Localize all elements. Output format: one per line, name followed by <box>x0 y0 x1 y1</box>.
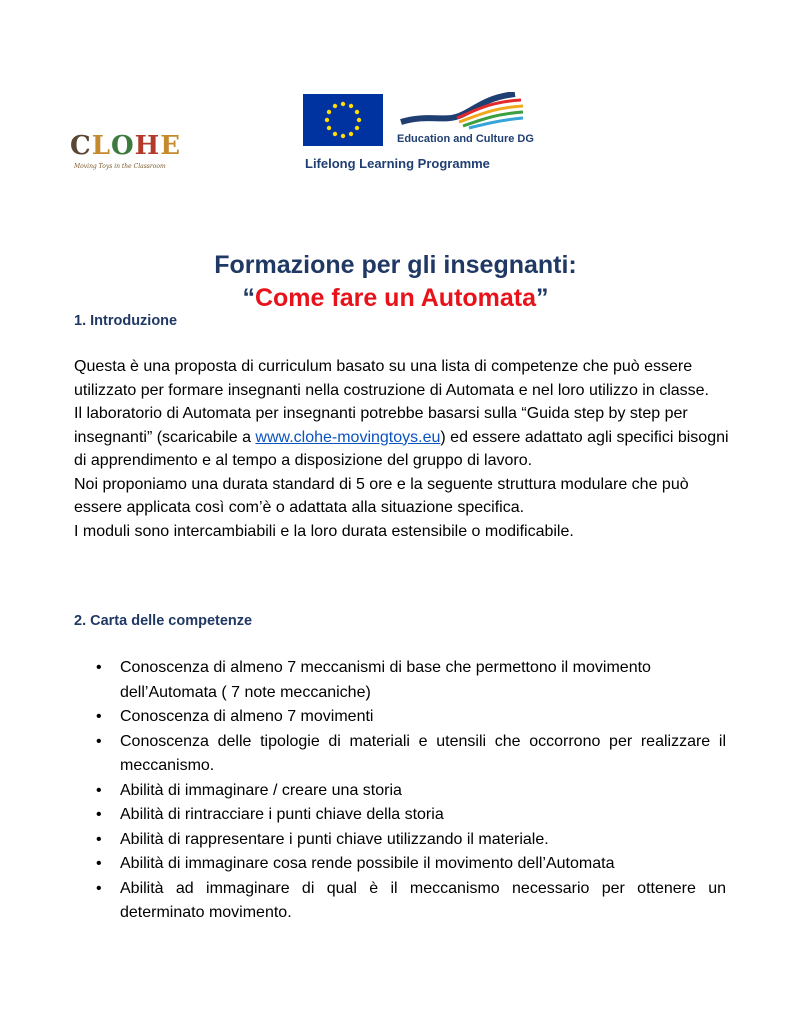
llp-swoosh-icon <box>397 92 525 130</box>
eu-flag-icon <box>303 94 383 146</box>
bullet-icon: • <box>96 806 102 823</box>
bullet-icon: • <box>96 659 102 676</box>
list-item: • Abilità di immaginare cosa rende possibile il movimento dell’Automata <box>96 852 726 877</box>
list-item: • Abilità di rintracciare i punti chiave della storia <box>96 803 726 828</box>
bullet-icon: • <box>96 708 102 725</box>
page-title: Formazione per gli insegnanti: <box>214 251 577 279</box>
competence-list <box>96 656 726 926</box>
llp-label: Lifelong Learning Programme <box>305 156 490 171</box>
intro-paragraph: I moduli sono intercambiabili e la loro durata estensibile o modificabile. <box>74 522 574 540</box>
list-item: • Conoscenza di almeno 7 movimenti <box>96 705 726 730</box>
clohe-tagline: Moving Toys in the Classroom <box>74 163 166 170</box>
intro-paragraph: Noi proponiamo una durata standard di 5 ore e la seguente struttura modulare che può essere applicata così com’è o adattata alla situazione specifica. <box>74 475 689 516</box>
clohe-logo <box>70 131 182 174</box>
clohe-website-link[interactable]: www.clohe-movingtoys.eu <box>255 428 441 446</box>
section-heading-introduzione: 1. Introduzione <box>74 313 178 329</box>
list-item: • Conoscenza di almeno 7 meccanismi di base che permettono il movimento dell’Automata ( 7 note meccaniche) <box>96 656 726 705</box>
page-subtitle: “Come fare un Automata” <box>242 284 549 312</box>
bullet-icon: • <box>96 830 102 848</box>
section-heading-competenze: 2. Carta delle competenze <box>74 613 253 629</box>
bullet-icon: • <box>96 879 102 897</box>
intro-body <box>74 355 734 543</box>
clohe-logo-wordmark: CLOHE <box>70 131 182 161</box>
list-item: • Abilità di rappresentare i punti chiave utilizzando il materiale. <box>96 828 726 853</box>
eu-llp-logo <box>303 92 534 174</box>
list-item: • Abilità ad immaginare di qual è il meccanismo necessario per ottenere un determinato movimento. <box>96 877 726 926</box>
eu-dg-label: Education and Culture DG <box>397 133 534 145</box>
intro-paragraph: Il laboratorio di Automata per insegnanti potrebbe basarsi sulla “Guida step by step per insegnanti” (scaricabile a www.clohe-movingtoys.eu) ed essere adattato agli specifici bisogni di apprendimento e al tempo a disposizione del gruppo di lavoro. <box>74 405 729 469</box>
bullet-icon: • <box>96 855 102 872</box>
list-item: • Conoscenza delle tipologie di materiali e utensili che occorrono per realizzare il meccanismo. <box>96 730 726 779</box>
bullet-icon: • <box>96 781 102 799</box>
subtitle-highlight: Come fare un Automata <box>254 284 537 312</box>
intro-paragraph: Questa è una proposta di curriculum basato su una lista di competenze che può essere utilizzato per formare insegnanti nella costruzione di Automata e nel loro utilizzo in classe. <box>74 358 709 399</box>
bullet-icon: • <box>96 732 102 750</box>
list-item: • Abilità di immaginare / creare una storia <box>96 779 726 804</box>
